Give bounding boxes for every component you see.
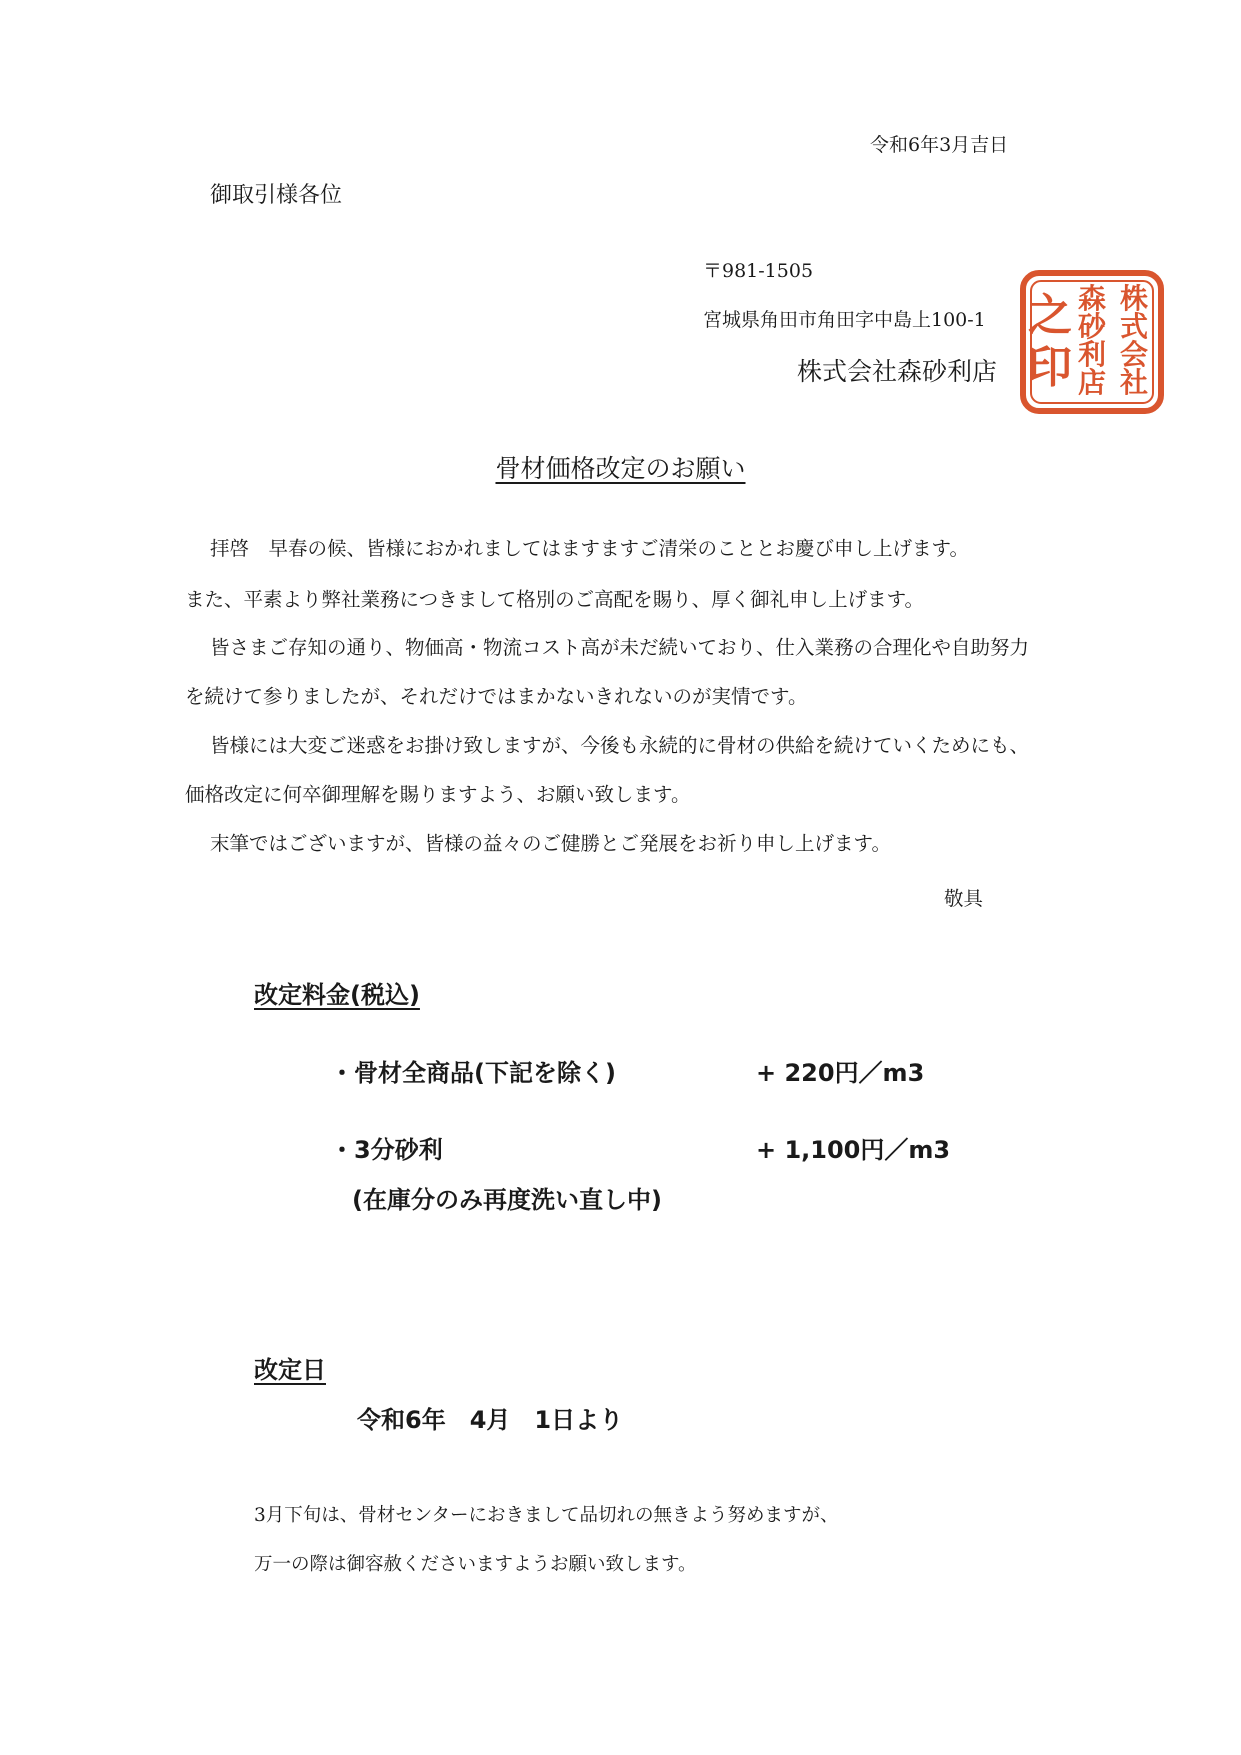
seal-character: 利 (1077, 338, 1107, 371)
company-seal (1018, 268, 1166, 416)
body-line: 皆さまご存知の通り、物価高・物流コスト高が未だ続いており、仕入業務の合理化や自助努力 (210, 636, 1030, 659)
body-line: 拝啓 早春の候、皆様におかれましてはますますご清栄のこととお慶び申し上げます。 (210, 537, 969, 560)
page-title: 骨材価格改定のお願い (495, 454, 746, 483)
closing-salutation: 敬具 (944, 887, 984, 910)
price-item-label: ・骨材全商品(下記を除く) (330, 1059, 616, 1087)
body-line: また、平素より弊社業務につきまして格別のご高配を賜り、厚く御礼申し上げます。 (185, 588, 925, 611)
price-item-label: ・3分砂利 (330, 1136, 443, 1164)
body-line: 末筆ではございますが、皆様の益々のご健勝とご発展をお祈り申し上げます。 (210, 832, 891, 855)
body-line: を続けて参りましたが、それだけではまかないきれないのが実情です。 (185, 685, 808, 708)
seal-character: 印 (1028, 342, 1072, 393)
notice-line: 3月下旬は、骨材センターにおきまして品切れの無きよう努めますが、 (254, 1505, 839, 1526)
seal-character: 株 (1119, 282, 1149, 315)
price-item-value: + 220円／m3 (756, 1059, 925, 1087)
company-name: 株式会社森砂利店 (797, 357, 998, 386)
price-item-value: + 1,100円／m3 (756, 1136, 951, 1164)
seal-character: 砂 (1077, 310, 1107, 343)
seal-character: 式 (1119, 310, 1149, 343)
document-date: 令和6年3月吉日 (870, 134, 1009, 156)
seal-character: 社 (1119, 366, 1149, 399)
postal-code: 〒981-1505 (703, 260, 814, 282)
revision-date-heading: 改定日 (254, 1356, 326, 1384)
price-item-note: (在庫分のみ再度洗い直し中) (352, 1186, 662, 1214)
seal-character: 会 (1119, 338, 1149, 371)
seal-character: 森 (1077, 282, 1107, 315)
seal-character: 之 (1028, 290, 1072, 341)
recipient: 御取引様各位 (210, 183, 343, 208)
notice-line: 万一の際は御容赦くださいますようお願い致します。 (254, 1554, 697, 1575)
revision-date-value: 令和6年 4月 1日より (357, 1406, 624, 1434)
body-line: 価格改定に何卒御理解を賜りますよう、お願い致します。 (185, 783, 691, 806)
seal-character: 店 (1077, 366, 1107, 399)
pricing-heading: 改定料金(税込) (254, 981, 420, 1009)
sender-address: 宮城県角田市角田字中島上100-1 (703, 309, 986, 331)
body-line: 皆様には大変ご迷惑をお掛け致しますが、今後も永続的に骨材の供給を続けていくためにも、 (210, 734, 1030, 757)
